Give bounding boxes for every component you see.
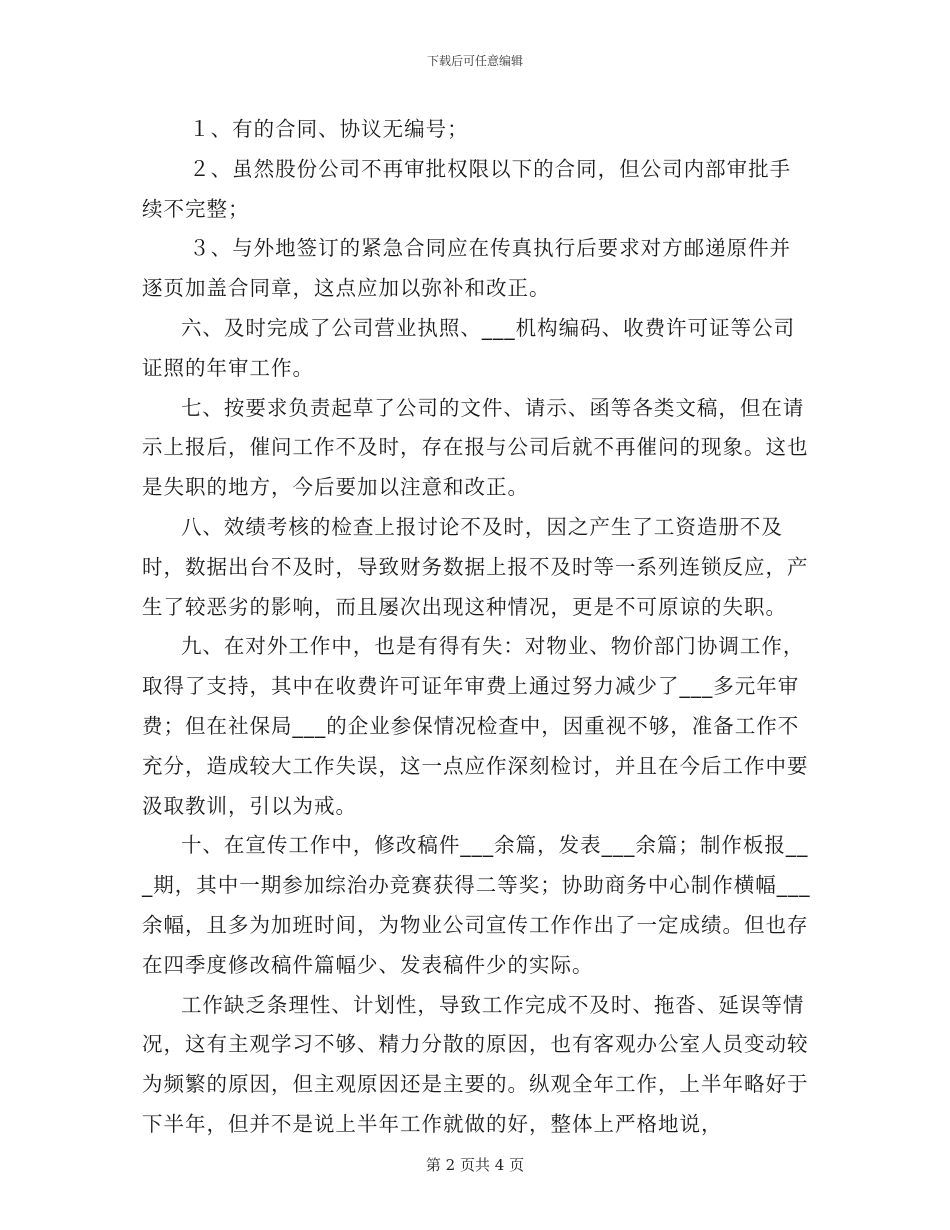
paragraph-section-9: 九、在对外工作中，也是有得有失：对物业、物价部门协调工作，取得了支持，其中在收费许可证年审费上通过努力减少了___多元年审费；但在社保局___的企业参保情况检查中，因重视不够，准备工作不充分，造成较大工作失误，这一点应作深刻检讨，并且在今后工作中要汲取教训，引以为戒。 [142, 634, 809, 818]
paragraph-item-2: ２、虽然股份公司不再审批权限以下的合同，但公司内部审批手续不完整； [142, 156, 792, 221]
paragraph-section-8: 八、效绩考核的检查上报讨论不及时，因之产生了工资造册不及时，数据出台不及时，导致财务数据上报不及时等一系列连锁反应，产生了较恶劣的影响，而且屡次出现这种情况，更是不可原谅的失职。 [142, 514, 809, 619]
paragraph-summary: 工作缺乏条理性、计划性，导致工作完成不及时、拖沓、延误等情况，这有主观学习不够、精力分散的原因，也有客观办公室人员变动较为频繁的原因，但主观原因还是主要的。纵观全年工作，上半年略好于下半年，但并不是说上半年工作就做的好，整体上严格地说， [142, 992, 809, 1136]
paragraph-section-10: 十、在宣传工作中，修改稿件___余篇，发表___余篇；制作板报___期，其中一期参加综治办竞赛获得二等奖；协助商务中心制作横幅___余幅，且多为加班时间，为物业公司宣传工作作出了一定成绩。但也存在四季度修改稿件篇幅少、发表稿件少的实际。 [142, 833, 811, 977]
paragraph-section-6: 六、及时完成了公司营业执照、___机构编码、收费许可证等公司证照的年审工作。 [142, 315, 796, 380]
page-number-footer: 第 2 页共 4 页 [425, 1156, 525, 1174]
paragraph-item-1: １、有的合同、协议无编号； [189, 117, 469, 141]
paragraph-item-3: ３、与外地签订的紧急合同应在传真执行后要求对方邮递原件并逐页加盖合同章，这点应加以弥补和改正。 [142, 236, 792, 301]
page-header-note: 下载后可任意编辑 [426, 54, 523, 68]
paragraph-section-7: 七、按要求负责起草了公司的文件、请示、函等各类文稿，但在请示上报后，催问工作不及时，存在报与公司后就不再催问的现象。这也是失职的地方，今后要加以注意和改正。 [142, 395, 809, 500]
document-body [142, 110, 812, 1145]
